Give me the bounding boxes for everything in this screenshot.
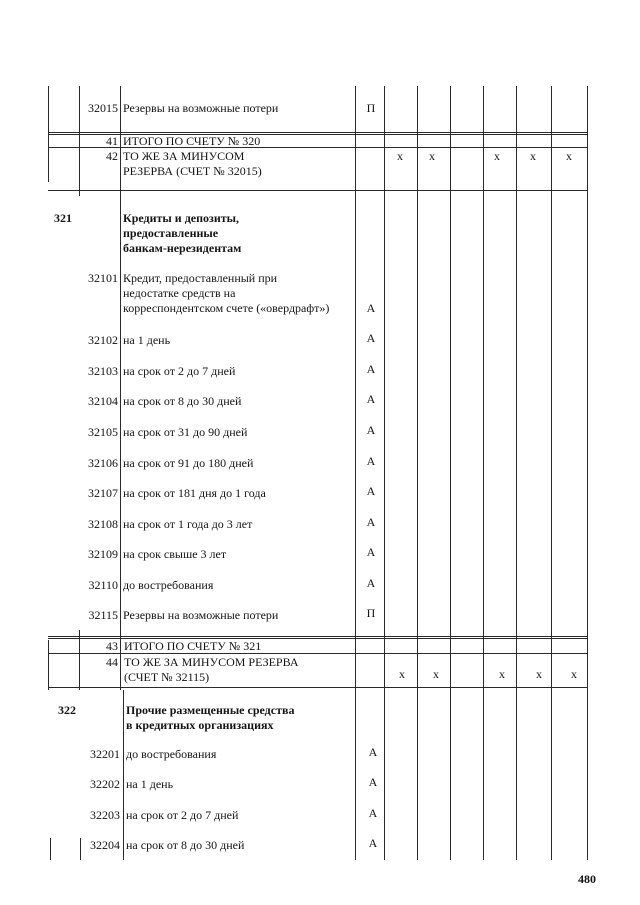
account-code: 32202 [90,777,120,791]
account-name: до востребования [123,578,214,592]
table-right-border [587,86,588,860]
table-left-border [50,838,51,860]
column-divider [123,690,124,860]
account-name: на срок от 2 до 7 дней [123,364,236,378]
account-code: 32109 [88,547,118,561]
account-name: на 1 день [126,777,174,791]
account-name: на срок от 2 до 7 дней [126,808,239,822]
account-type: А [366,454,376,468]
x-mark: х [499,667,505,681]
x-mark: х [433,667,439,681]
account-name-line: РЕЗЕРВА (СЧЕТ № 32015) [123,164,262,178]
account-name: ИТОГО ПО СЧЕТУ № 321 [124,639,262,653]
row-divider [48,132,588,133]
section-account-number: 322 [58,703,76,717]
account-code: 32115 [88,608,118,622]
account-code: 32104 [88,394,118,408]
column-divider [483,86,484,860]
page-number: 480 [578,872,596,886]
account-type: А [368,775,378,789]
account-name: ИТОГО ПО СЧЕТУ № 320 [123,134,261,148]
account-code: 32015 [88,101,118,115]
account-name-line: ТО ЖЕ ЗА МИНУСОМ [123,149,245,163]
column-divider [450,86,451,860]
row-divider [48,190,588,191]
account-name: на срок от 31 до 90 дней [123,425,248,439]
section-title-line: Кредиты и депозиты, [123,211,240,225]
account-name-line: (СЧЕТ № 32115) [124,670,210,684]
account-name: до востребования [126,747,217,761]
account-type: А [366,301,376,315]
account-code: 32203 [90,808,120,822]
account-type: А [366,362,376,376]
account-type: А [368,806,378,820]
account-code: 32107 [88,486,118,500]
account-code: 32106 [88,456,118,470]
x-mark: х [494,149,500,163]
account-type: А [366,545,376,559]
x-mark: х [530,149,536,163]
account-name-line: Кредит, предоставленный при [123,271,278,285]
account-name-line: ТО ЖЕ ЗА МИНУСОМ РЕЗЕРВА [124,655,299,669]
column-divider [551,86,552,860]
section-title-line: банкам-нерезидентам [123,241,242,255]
section-title-line: Прочие размещенные средства [126,703,295,717]
section-title-line: в кредитных организациях [126,718,274,732]
account-type: А [368,836,378,850]
account-type: А [366,484,376,498]
account-name: на срок свыше 3 лет [123,547,227,561]
x-mark: х [566,149,572,163]
account-name: на срок от 91 до 180 дней [123,456,254,470]
x-mark: х [399,667,405,681]
account-name: на срок от 8 до 30 дней [123,394,242,408]
account-name: на срок от 181 дня до 1 года [123,486,266,500]
account-code: 44 [106,655,118,669]
row-divider [48,687,588,688]
account-code: 42 [106,149,118,163]
account-name-line: недостатке средств на [123,286,236,300]
account-code: 32101 [88,271,118,285]
account-code: 43 [106,639,118,653]
account-type: А [366,515,376,529]
x-mark: х [536,667,542,681]
column-divider [417,86,418,860]
account-type: А [366,331,376,345]
section-title-line: предоставленные [123,226,219,240]
account-name-line: корреспондентском счете («овердрафт») [123,301,330,315]
account-name: на срок от 8 до 30 дней [126,838,245,852]
account-type: А [366,392,376,406]
account-type: А [366,576,376,590]
column-divider [384,86,385,860]
account-code: 32204 [90,838,120,852]
table-left-border [48,640,49,690]
section-account-number: 321 [54,211,72,225]
account-type: П [366,101,376,115]
account-code: 41 [106,134,118,148]
account-code: 32103 [88,364,118,378]
account-code: 32105 [88,425,118,439]
account-code: 32108 [88,517,118,531]
column-divider [120,86,121,690]
account-type: А [366,423,376,437]
row-divider [48,636,588,637]
column-divider [355,86,356,860]
account-code: 32102 [88,333,118,347]
x-mark: х [571,667,577,681]
account-type: П [366,606,376,620]
account-code: 32110 [88,578,118,592]
account-name: на 1 день [123,333,171,347]
account-code: 32201 [90,747,120,761]
account-name: Резервы на возможные потери [123,608,279,622]
x-mark: х [397,149,403,163]
x-mark: х [429,149,435,163]
column-divider [516,86,517,860]
account-type: А [368,745,378,759]
account-name: на срок от 1 года до 3 лет [123,517,253,531]
account-name: Резервы на возможные потери [123,101,279,115]
